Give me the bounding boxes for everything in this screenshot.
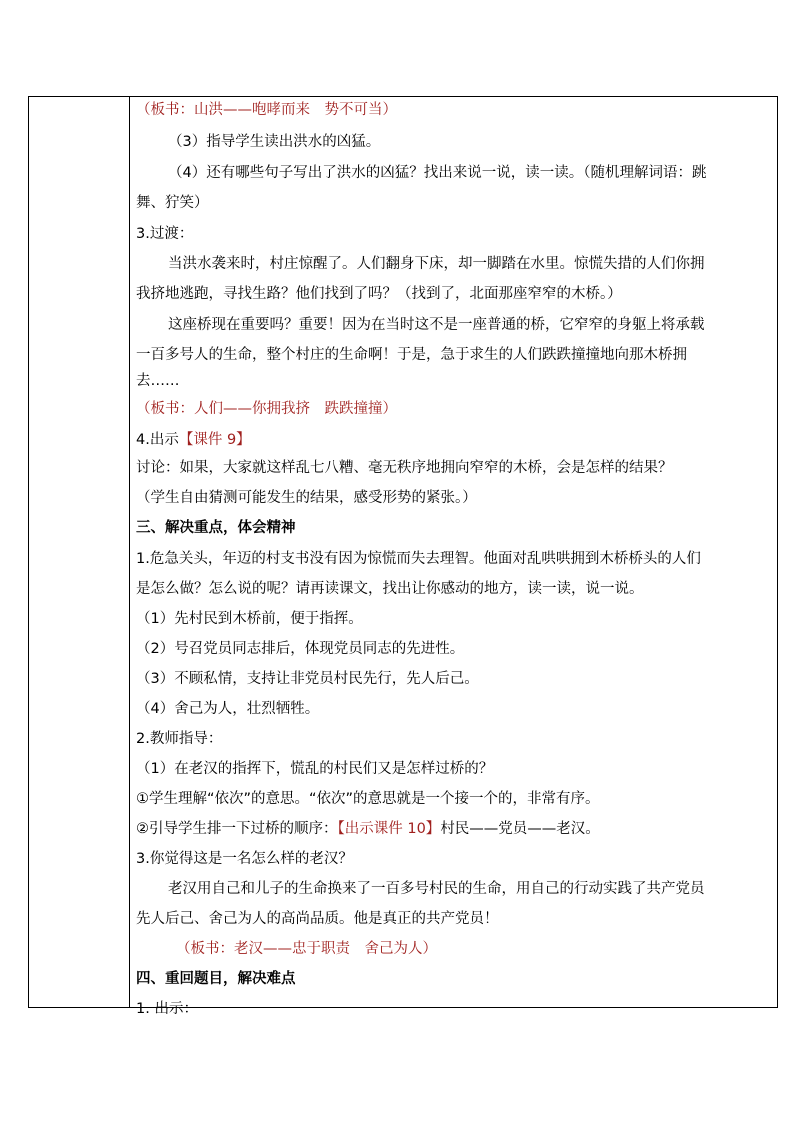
step-4-line: （4）还有哪些句子写出了洪水的凶猛？找出来说一说，读一读。（随机理解词语：跳 bbox=[168, 165, 707, 181]
point-4: （4）舍己为人，壮烈牺牲。 bbox=[136, 701, 320, 717]
crisis-para-cont: 是怎么做？怎么说的呢？请再读课文，找出让你感动的地方，读一读，说一说。 bbox=[136, 581, 644, 597]
show-label: 4.出示 bbox=[136, 432, 179, 448]
transition-para-2-end: 去…… bbox=[136, 373, 180, 389]
discussion-line: 讨论：如果，大家就这样乱七八糟、毫无秩序地拥向窄窄的木桥，会是怎样的结果？ bbox=[136, 460, 673, 476]
show-slide-9-line bbox=[136, 430, 769, 450]
section-3-heading: 三、解决重点，体会精神 bbox=[136, 520, 296, 536]
slide-9-ref: 【课件 9】 bbox=[178, 432, 251, 448]
guide-sub-2 bbox=[136, 819, 769, 839]
transition-para-2: 这座桥现在重要吗？重要！因为在当时这不是一座普通的桥，它窄窄的身躯上将承载 bbox=[168, 317, 705, 333]
student-guess-line: （学生自由猜测可能发生的结果，感受形势的紧张。） bbox=[136, 490, 477, 506]
old-man-para-cont: 先人后己、舍己为人的高尚品质。他是真正的共产党员！ bbox=[136, 911, 499, 927]
lesson-content-cell bbox=[130, 97, 777, 1017]
show-line-1: 1. 出示： bbox=[136, 1001, 198, 1017]
slide-10-ref: 【出示课件 10】 bbox=[337, 821, 441, 837]
board-note-old-man: （板书：老汉——忠于职责 舍己为人） bbox=[176, 941, 437, 957]
old-man-question: 3.你觉得这是一名怎么样的老汉？ bbox=[136, 851, 353, 867]
transition-heading: 3.过渡： bbox=[136, 226, 194, 242]
section-4-heading: 四、重回题目，解决难点 bbox=[136, 971, 296, 987]
guide-question-1: （1）在老汉的指挥下，慌乱的村民们又是怎样过桥的？ bbox=[136, 761, 494, 777]
transition-para-1: 当洪水袭来时，村庄惊醒了。人们翻身下床，却一脚踏在水里。惊慌失措的人们你拥 bbox=[168, 256, 705, 272]
board-note-flood: （板书：山洪——咆哮而来 势不可当） bbox=[136, 102, 397, 118]
crossing-order: 村民——党员——老汉。 bbox=[440, 821, 600, 837]
transition-para-1-cont: 我挤地逃跑，寻找生路？他们找到了吗？（找到了，北面那座窄窄的木桥。） bbox=[136, 286, 622, 302]
teacher-guide-heading: 2.教师指导： bbox=[136, 731, 223, 747]
point-1: （1）先村民到木桥前，便于指挥。 bbox=[136, 611, 363, 627]
point-2: （2）号召党员同志排后，体现党员同志的先进性。 bbox=[136, 641, 465, 657]
guide-sub-1: ①学生理解“依次”的意思。“依次”的意思就是一个接一个的，非常有序。 bbox=[136, 791, 600, 807]
step-3-line: （3）指导学生读出洪水的凶猛。 bbox=[168, 134, 381, 150]
point-3: （3）不顾私情，支持让非党员村民先行，先人后己。 bbox=[136, 671, 479, 687]
board-note-people: （板书：人们——你拥我挤 跌跌撞撞） bbox=[136, 401, 397, 417]
lesson-table bbox=[28, 96, 778, 1017]
old-man-para: 老汉用自己和儿子的生命换来了一百多号村民的生命，用自己的行动实践了共产党员 bbox=[168, 881, 705, 897]
step-4-line-cont: 舞、狞笑） bbox=[136, 195, 209, 211]
guide-sub-2-prefix: ②引导学生排一下过桥的顺序： bbox=[136, 821, 338, 837]
transition-para-2-cont: 一百多号人的生命，整个村庄的生命啊！于是，急于求生的人们跌跌撞撞地向那木桥拥 bbox=[136, 347, 687, 363]
crisis-para: 1.危急关头，年迈的村支书没有因为惊慌而失去理智。他面对乱哄哄拥到木桥桥头的人们 bbox=[136, 551, 701, 567]
